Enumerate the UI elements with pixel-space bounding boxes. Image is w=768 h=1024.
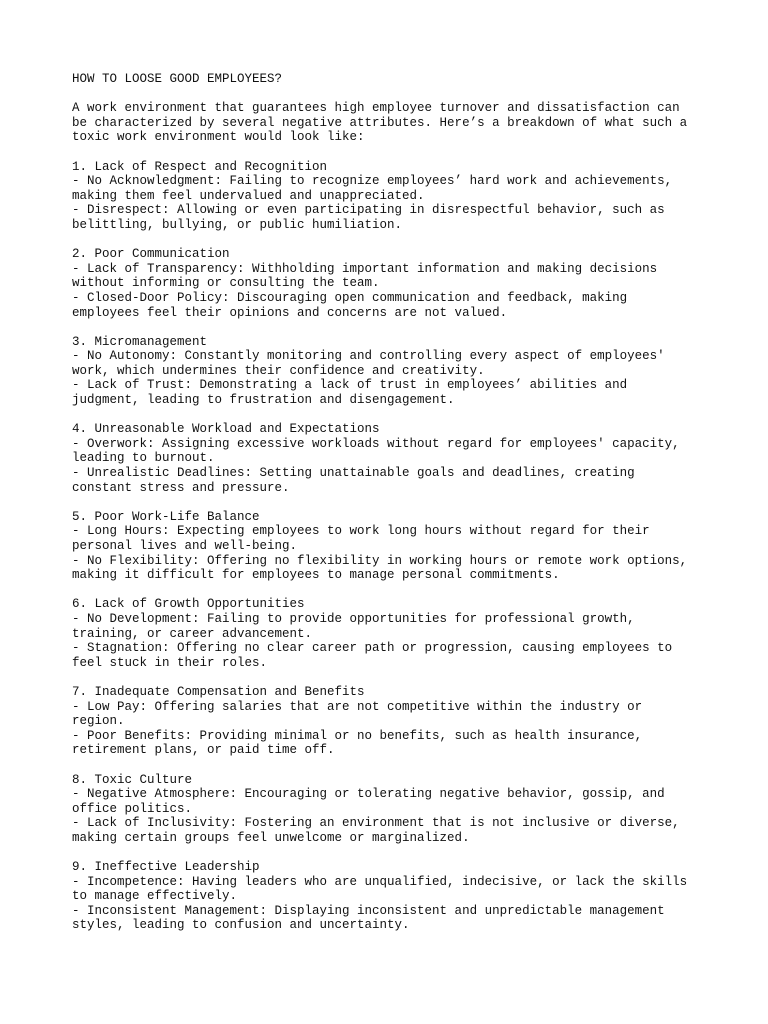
- section-line: office politics.: [72, 801, 193, 816]
- section-line: work, which undermines their confidence and creativity.: [72, 363, 485, 378]
- section-line: making it difficult for employees to manage personal commitments.: [72, 568, 560, 583]
- section-line: - Long Hours: Expecting employees to work long hours without regard for their: [72, 524, 650, 539]
- section-leadership: [72, 860, 712, 933]
- section-line: feel stuck in their roles.: [72, 655, 268, 670]
- section-line: constant stress and pressure.: [72, 480, 290, 495]
- section-line: making certain groups feel unwelcome or marginalized.: [72, 830, 470, 845]
- section-line: - Incompetence: Having leaders who are unqualified, indecisive, or lack the skills: [72, 874, 688, 889]
- section-work-life: [72, 510, 712, 583]
- section-communication: [72, 247, 712, 320]
- section-line: - Poor Benefits: Providing minimal or no benefits, such as health insurance,: [72, 728, 643, 743]
- section-line: - Low Pay: Offering salaries that are not competitive within the industry or: [72, 699, 643, 714]
- section-line: - Negative Atmosphere: Encouraging or tolerating negative behavior, gossip, and: [72, 787, 665, 802]
- section-heading: 6. Lack of Growth Opportunities: [72, 597, 305, 612]
- section-heading: 4. Unreasonable Workload and Expectations: [72, 422, 380, 437]
- intro-line: A work environment that guarantees high employee turnover and dissatisfaction can: [72, 101, 680, 116]
- section-heading: 8. Toxic Culture: [72, 772, 193, 787]
- section-line: training, or career advancement.: [72, 626, 313, 641]
- section-line: - Closed-Door Policy: Discouraging open communication and feedback, making: [72, 290, 628, 305]
- section-line: belittling, bullying, or public humiliation.: [72, 217, 403, 232]
- section-heading: 1. Lack of Respect and Recognition: [72, 159, 328, 174]
- document-title: HOW TO LOOSE GOOD EMPLOYEES?: [72, 72, 283, 86]
- section-line: - No Development: Failing to provide opportunities for professional growth,: [72, 611, 635, 626]
- section-line: employees feel their opinions and concerns are not valued.: [72, 305, 508, 320]
- document-page: [72, 72, 712, 933]
- section-line: judgment, leading to frustration and disengagement.: [72, 393, 455, 408]
- section-line: - Lack of Transparency: Withholding important information and making decisions: [72, 261, 658, 276]
- section-line: retirement plans, or paid time off.: [72, 743, 335, 758]
- section-heading: 9. Ineffective Leadership: [72, 860, 260, 875]
- section-line: - Disrespect: Allowing or even participating in disrespectful behavior, such as: [72, 203, 665, 218]
- section-line: making them feel undervalued and unappreciated.: [72, 188, 425, 203]
- section-line: - No Autonomy: Constantly monitoring and controlling every aspect of employees': [72, 349, 665, 364]
- section-line: - Unrealistic Deadlines: Setting unattainable goals and deadlines, creating: [72, 466, 635, 481]
- intro-paragraph: [72, 101, 712, 145]
- section-heading: 2. Poor Communication: [72, 247, 230, 262]
- section-line: leading to burnout.: [72, 451, 215, 466]
- section-compensation: [72, 685, 712, 758]
- section-line: - Overwork: Assigning excessive workloads without regard for employees' capacity,: [72, 436, 680, 451]
- section-heading: 3. Micromanagement: [72, 334, 208, 349]
- section-growth: [72, 597, 712, 670]
- section-line: - Inconsistent Management: Displaying inconsistent and unpredictable management: [72, 903, 665, 918]
- section-line: - No Acknowledgment: Failing to recognize employees’ hard work and achievements,: [72, 174, 673, 189]
- section-line: to manage effectively.: [72, 889, 238, 904]
- section-line: without informing or consulting the team.: [72, 276, 380, 291]
- section-heading: 5. Poor Work-Life Balance: [72, 509, 260, 524]
- section-heading: 7. Inadequate Compensation and Benefits: [72, 684, 365, 699]
- section-line: styles, leading to confusion and uncertainty.: [72, 918, 410, 933]
- section-respect: [72, 160, 712, 233]
- section-workload: [72, 422, 712, 495]
- section-line: - Lack of Trust: Demonstrating a lack of trust in employees’ abilities and: [72, 378, 628, 393]
- section-toxic-culture: [72, 773, 712, 846]
- section-line: - Stagnation: Offering no clear career path or progression, causing employees to: [72, 641, 673, 656]
- section-micromanagement: [72, 335, 712, 408]
- intro-line: toxic work environment would look like:: [72, 130, 365, 145]
- section-line: personal lives and well-being.: [72, 539, 298, 553]
- section-line: - Lack of Inclusivity: Fostering an environment that is not inclusive or diverse,: [72, 816, 680, 831]
- intro-line: be characterized by several negative attributes. Here’s a breakdown of what such a: [72, 115, 688, 130]
- section-line: region.: [72, 714, 125, 729]
- section-line: - No Flexibility: Offering no flexibility in working hours or remote work options,: [72, 553, 688, 568]
